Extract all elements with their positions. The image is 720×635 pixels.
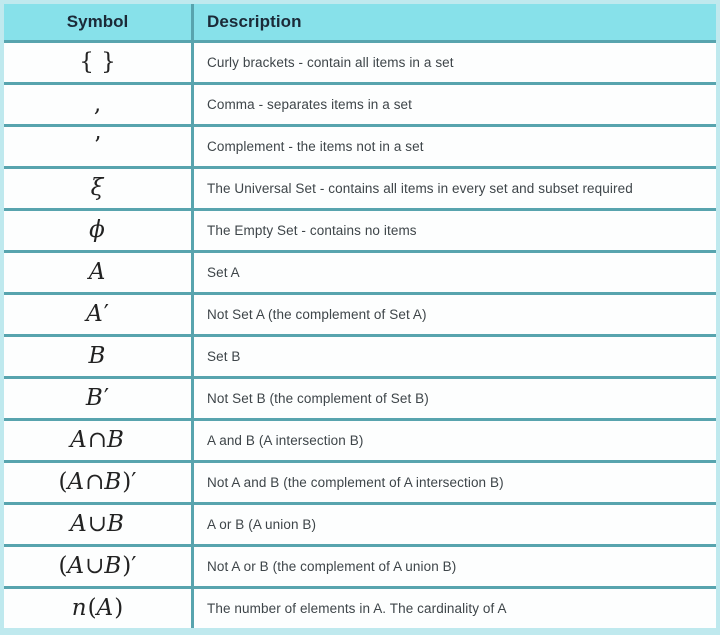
description-cell: A and B (A intersection B) [194,421,716,460]
description-cell: Not A and B (the complement of A intersection B) [194,463,716,502]
symbol-column-header: Symbol [4,4,191,40]
symbol-cell: n ( A ) [4,589,191,628]
table-row [4,85,716,124]
symbol-cell: ( A ∩ B )′ [4,463,191,502]
table-row [4,169,716,208]
description-cell: Comma - separates items in a set [194,85,716,124]
table-row [4,379,716,418]
description-cell: Set B [194,337,716,376]
description-cell: The Empty Set - contains no items [194,211,716,250]
symbol-cell: , [4,85,191,124]
description-column-header: Description [194,4,716,40]
description-cell: Not Set A (the complement of Set A) [194,295,716,334]
symbol-cell: ( A ∪ B )′ [4,547,191,586]
description-cell: Not Set B (the complement of Set B) [194,379,716,418]
symbol-cell: ξ [4,169,191,208]
symbol-cell: B ′ [4,379,191,418]
table-row [4,463,716,502]
description-cell: The Universal Set - contains all items in every set and subset required [194,169,716,208]
table-row [4,211,716,250]
description-cell: A or B (A union B) [194,505,716,544]
symbol-cell: A [4,253,191,292]
table-row [4,505,716,544]
symbol-cell: A ′ [4,295,191,334]
symbol-cell: A ∪ B [4,505,191,544]
description-cell: The number of elements in A. The cardinality of A [194,589,716,628]
table-row [4,127,716,166]
table-row [4,421,716,460]
table-row [4,589,716,628]
symbol-cell: ’ [4,127,191,166]
symbol-cell: ϕ [4,211,191,250]
symbol-cell: { } [4,43,191,82]
symbol-cell: B [4,337,191,376]
table-row [4,253,716,292]
table-row [4,337,716,376]
symbol-cell: A ∩ B [4,421,191,460]
description-cell: Not A or B (the complement of A union B) [194,547,716,586]
table-row [4,547,716,586]
table-header-row [4,4,716,40]
description-cell: Complement - the items not in a set [194,127,716,166]
description-cell: Curly brackets - contain all items in a set [194,43,716,82]
table-row [4,43,716,82]
table-row [4,295,716,334]
set-notation-table [4,4,716,628]
description-cell: Set A [194,253,716,292]
